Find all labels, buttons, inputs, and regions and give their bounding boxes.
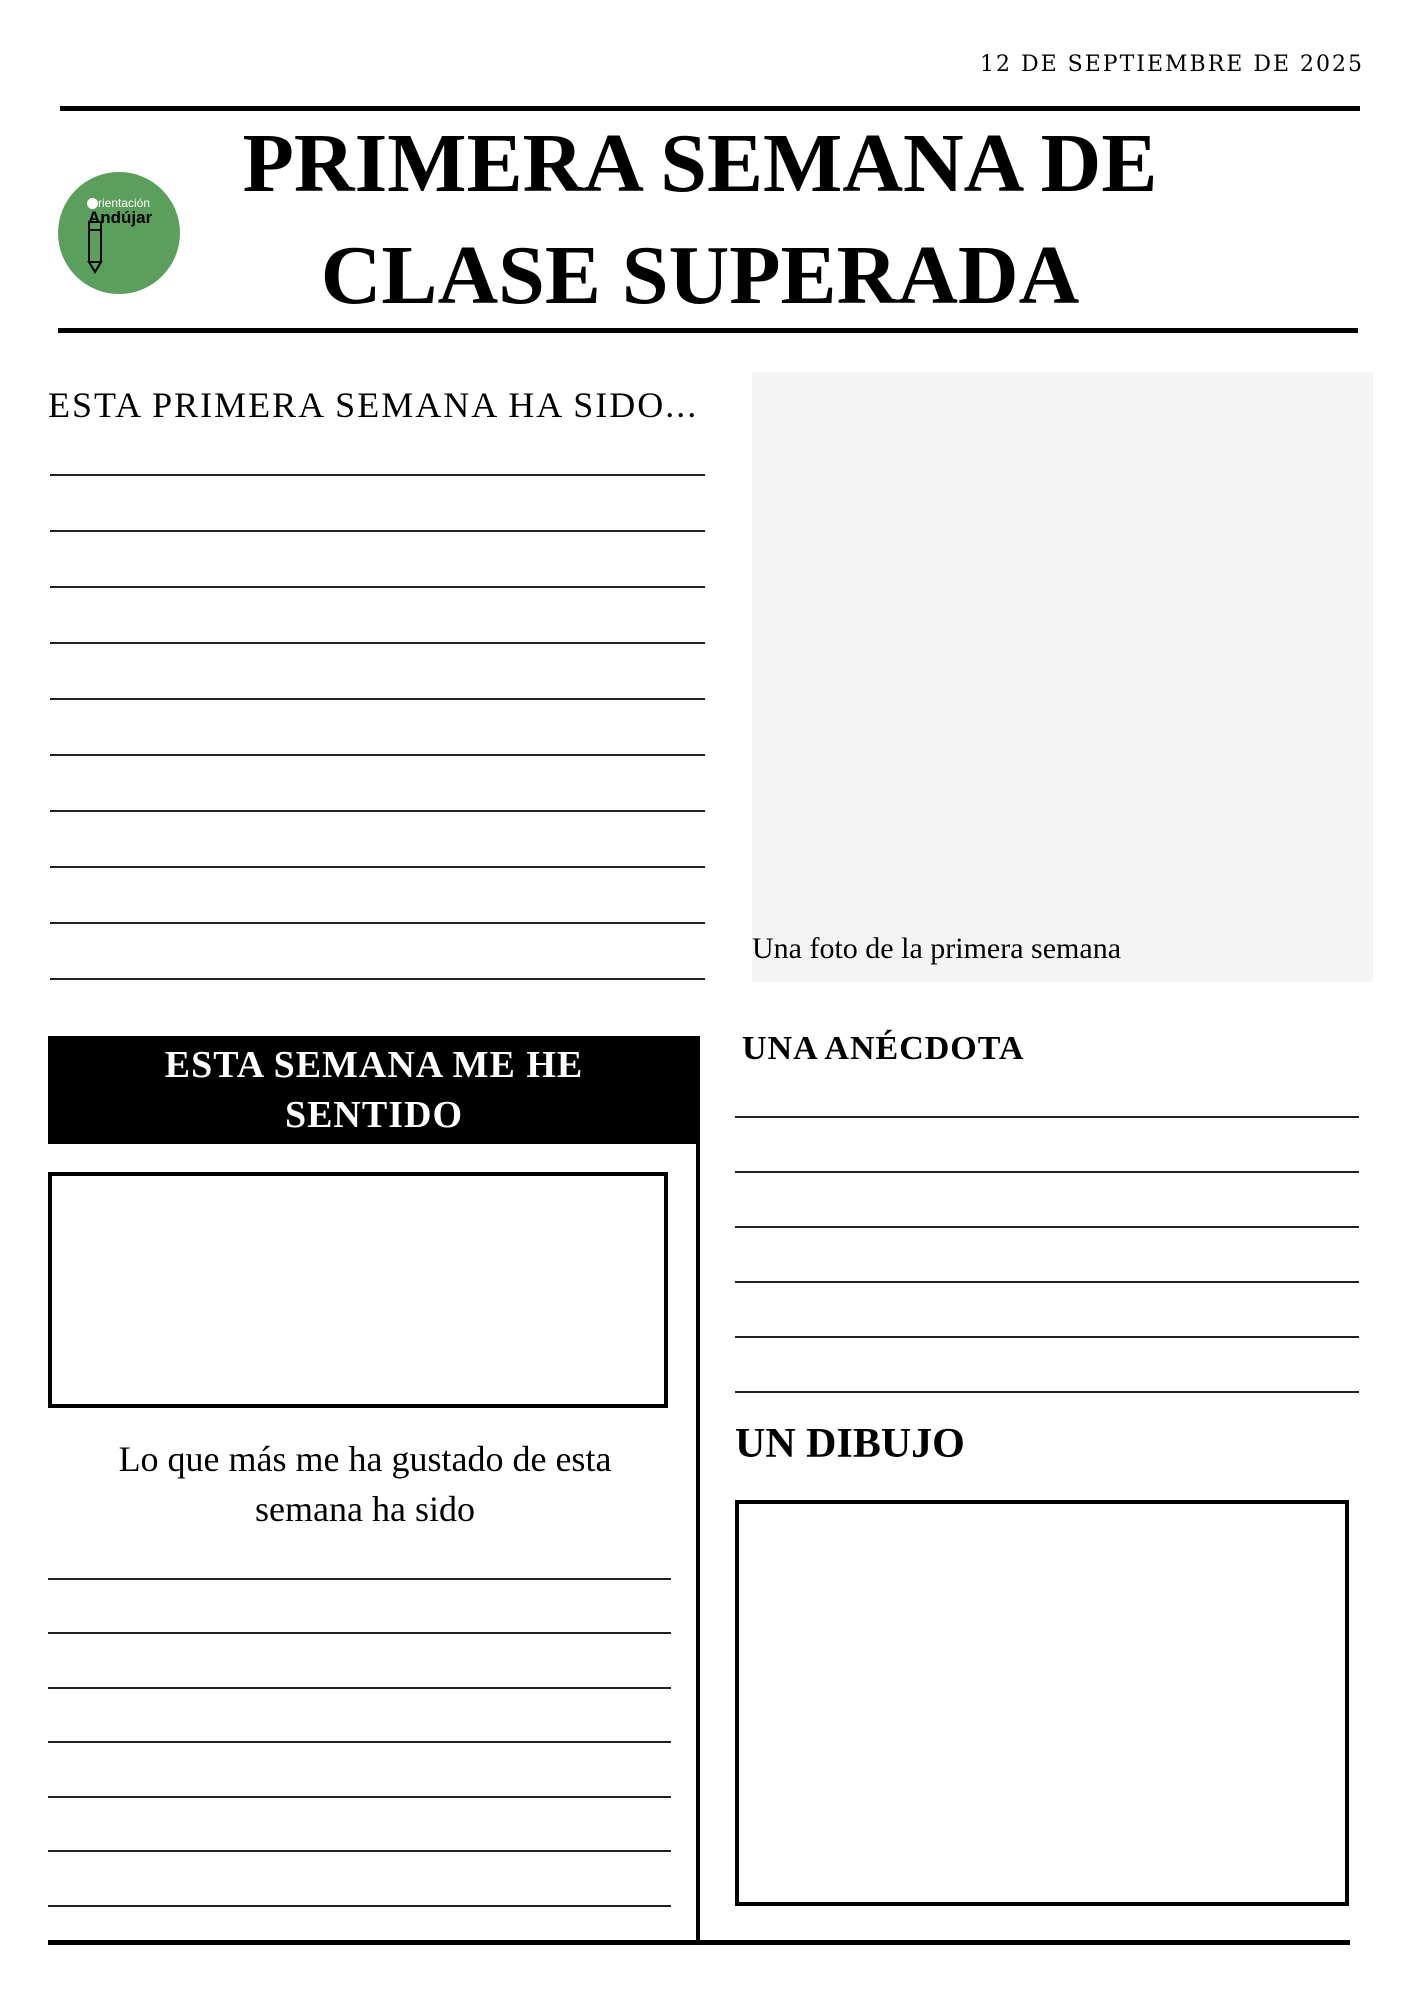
writing-line[interactable] — [735, 1281, 1359, 1283]
date-label: 12 DE SEPTIEMBRE DE 2025 — [979, 52, 1364, 77]
feelings-banner-line-2: SENTIDO — [284, 1094, 464, 1136]
title-line-2: CLASE SUPERADA — [320, 229, 1080, 322]
writing-line[interactable] — [50, 922, 705, 924]
writing-line[interactable] — [735, 1336, 1359, 1338]
feelings-banner-line-1: ESTA SEMANA ME HE — [164, 1044, 584, 1086]
pencil-icon — [84, 216, 106, 276]
writing-line[interactable] — [735, 1116, 1359, 1118]
photo-placeholder[interactable] — [752, 372, 1373, 982]
writing-line[interactable] — [48, 1850, 671, 1852]
writing-line[interactable] — [48, 1578, 671, 1580]
writing-line[interactable] — [735, 1171, 1359, 1173]
writing-line[interactable] — [735, 1226, 1359, 1228]
writing-line[interactable] — [50, 866, 705, 868]
writing-line[interactable] — [50, 530, 705, 532]
title-line-1: PRIMERA SEMANA DE — [242, 117, 1158, 210]
liked-prompt-line-2: semana ha sido — [255, 1489, 475, 1529]
anecdote-heading: UNA ANÉCDOTA — [742, 1030, 1025, 1067]
drawing-box[interactable] — [735, 1500, 1349, 1906]
header-bottom-rule — [58, 328, 1358, 333]
writing-line[interactable] — [50, 586, 705, 588]
writing-line[interactable] — [50, 978, 705, 980]
writing-line[interactable] — [48, 1687, 671, 1689]
writing-line[interactable] — [50, 810, 705, 812]
writing-line[interactable] — [48, 1741, 671, 1743]
column-divider — [696, 1140, 700, 1942]
feelings-banner — [48, 1036, 700, 1144]
photo-caption: Una foto de la primera semana — [752, 932, 1122, 965]
orientacion-andujar-logo — [58, 172, 180, 294]
week-heading: ESTA PRIMERA SEMANA HA SIDO... — [48, 385, 699, 425]
writing-line[interactable] — [50, 474, 705, 476]
page-title — [200, 108, 1200, 332]
footer-rule — [48, 1940, 1350, 1945]
writing-line[interactable] — [50, 642, 705, 644]
writing-line[interactable] — [735, 1391, 1359, 1393]
feelings-box[interactable] — [48, 1172, 668, 1408]
writing-line[interactable] — [48, 1905, 671, 1907]
writing-line[interactable] — [50, 698, 705, 700]
liked-prompt-line-1: Lo que más me ha gustado de esta — [118, 1439, 612, 1479]
writing-line[interactable] — [48, 1632, 671, 1634]
drawing-heading: UN DIBUJO — [735, 1421, 965, 1467]
writing-line[interactable] — [48, 1796, 671, 1798]
liked-prompt — [60, 1434, 670, 1534]
logo-small-text: rientación — [98, 196, 151, 210]
writing-line[interactable] — [50, 754, 705, 756]
logo-big-text: Andújar — [88, 208, 153, 227]
